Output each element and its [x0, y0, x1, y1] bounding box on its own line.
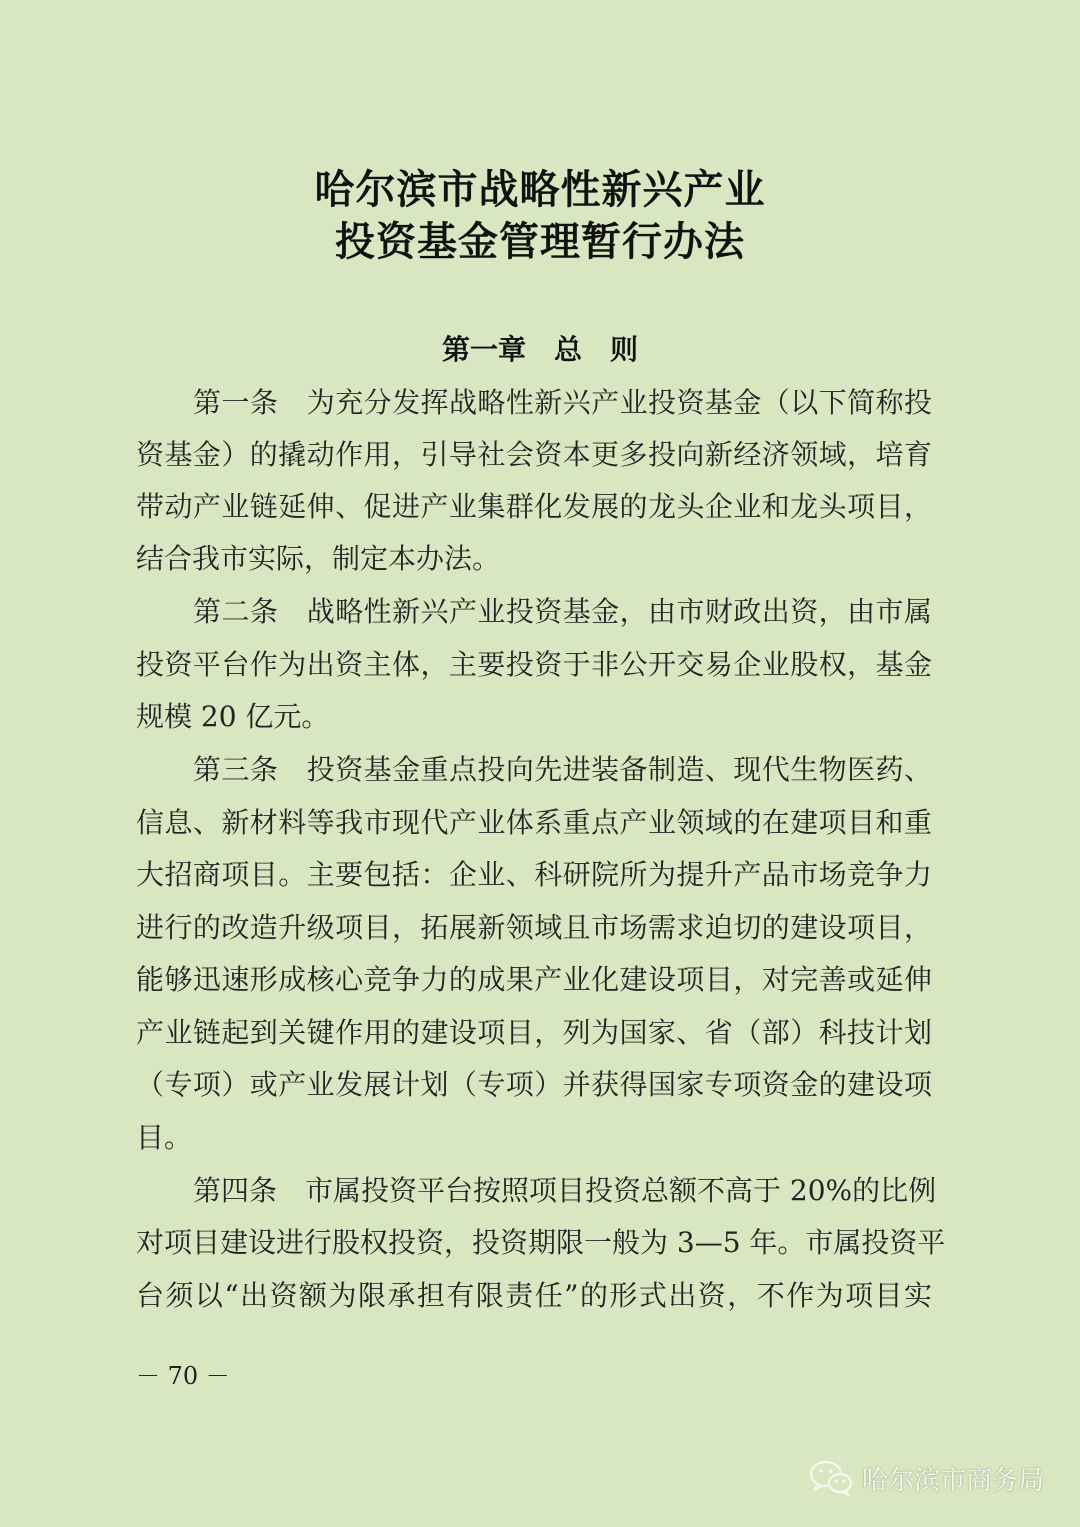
- article-2-line: 第二条 战略性新兴产业投资基金，由市财政出资，由市属: [193, 595, 932, 628]
- article-1-line: 带动产业链延伸、促进产业集群化发展的龙头企业和龙头项目，: [136, 490, 932, 523]
- wechat-account-watermark: [808, 1454, 1044, 1502]
- article-1-line: 资基金）的撬动作用，引导社会资本更多投向新经济领域，培育: [136, 438, 932, 471]
- article-1-line: 结合我市实际，制定本办法。: [136, 542, 501, 575]
- watermark-label: 哈尔滨市商务局: [861, 1465, 1044, 1496]
- article-3-line: 大招商项目。主要包括：企业、科研院所为提升产品市场竞争力: [136, 858, 932, 891]
- page-number: － 70 －: [136, 1362, 230, 1390]
- article-3-line: 产业链起到关键作用的建设项目，列为国家、省（部）科技计划: [136, 1016, 932, 1049]
- article-4-line: 对项目建设进行股权投资，投资期限一般为 3—5 年。市属投资平: [136, 1226, 946, 1259]
- article-3-line: 能够迅速形成核心竞争力的成果产业化建设项目，对完善或延伸: [136, 963, 932, 996]
- article-3-line: 信息、新材料等我市现代产业体系重点产业领域的在建项目和重: [136, 806, 932, 839]
- wechat-icon: [808, 1458, 854, 1498]
- article-4-line: 台须以“出资额为限承担有限责任”的形式出资，不作为项目实: [136, 1279, 932, 1312]
- article-2-line: 投资平台作为出资主体，主要投资于非公开交易企业股权，基金: [136, 648, 932, 681]
- document-title-line-1: 哈尔滨市战略性新兴产业: [314, 166, 766, 213]
- article-1-line: 第一条 为充分发挥战略性新兴产业投资基金（以下简称投: [193, 386, 932, 419]
- article-4-line: 第四条 市属投资平台按照项目投资总额不高于 20%的比例: [193, 1174, 937, 1207]
- article-3-line: 进行的改造升级项目，拓展新领域且市场需求迫切的建设项目，: [136, 911, 932, 944]
- article-2-line: 规模 20 亿元。: [136, 700, 330, 733]
- chapter-heading: [0, 326, 1080, 374]
- chapter-name: 总 则: [554, 333, 639, 366]
- article-3-line: 目。: [136, 1121, 193, 1154]
- article-3-line: （专项）或产业发展计划（专项）并获得国家专项资金的建设项: [136, 1068, 932, 1101]
- document-title-line-2: 投资基金管理暂行办法: [335, 218, 745, 265]
- chapter-number: 第一章: [441, 333, 526, 366]
- article-3-line: 第三条 投资基金重点投向先进装备制造、现代生物医药、: [193, 753, 932, 786]
